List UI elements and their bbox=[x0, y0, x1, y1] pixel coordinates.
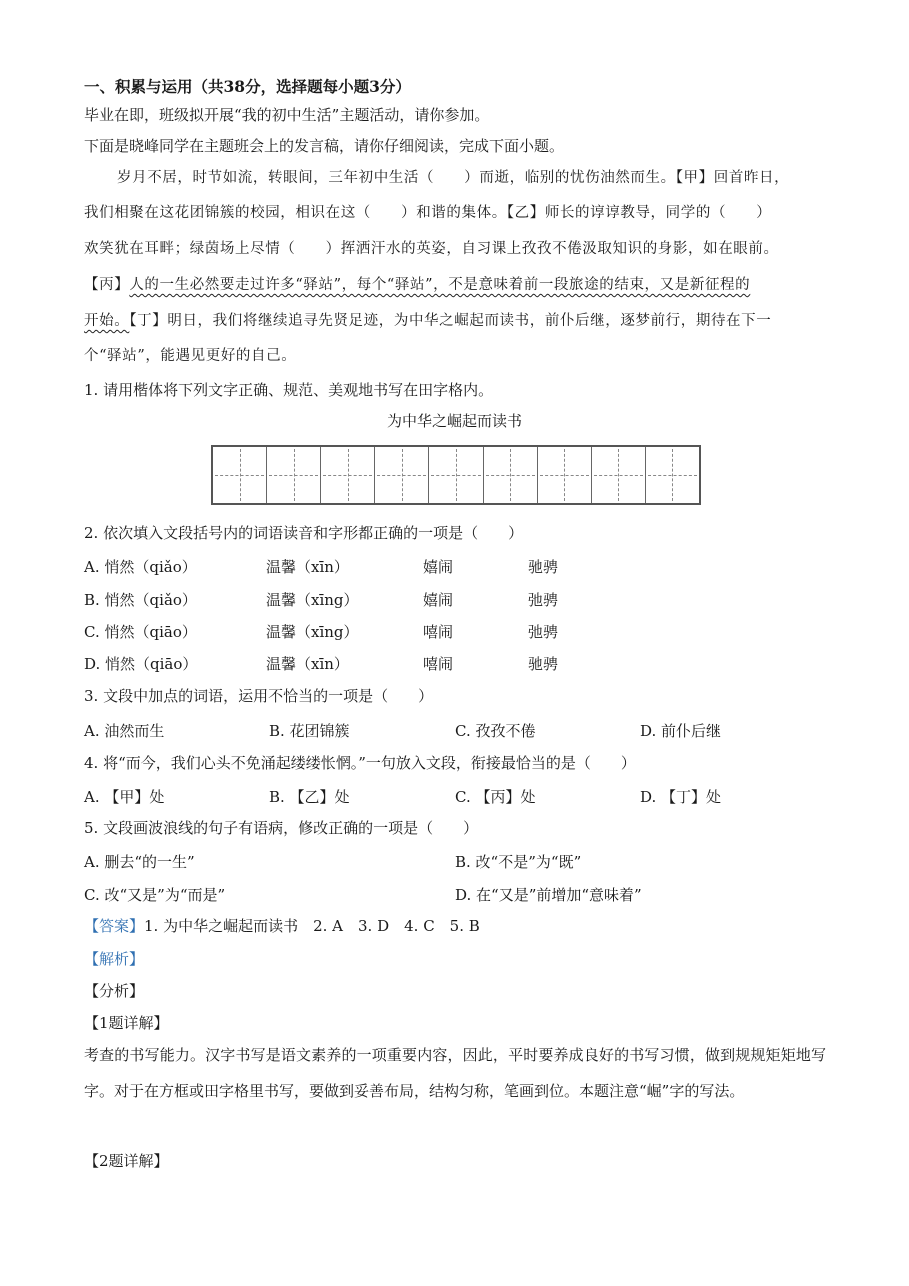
q2-option-d-2: 温馨（xīn） bbox=[266, 655, 349, 673]
q2-option-b-1: B. 悄然（qiǎo） bbox=[84, 591, 197, 609]
q2-stem: 2. 依次填入文段括号内的词语读音和字形都正确的一项是（ ） bbox=[84, 524, 524, 542]
q5-option-c: C. 改“又是”为“而是” bbox=[84, 886, 226, 904]
answer-text: 1. 为中华之崛起而读书 2. A 3. D 4. C 5. B bbox=[144, 917, 480, 935]
grid-cell[interactable] bbox=[537, 447, 591, 503]
passage-line-5 bbox=[84, 311, 771, 331]
marker-bing: 【丙】 bbox=[84, 277, 130, 293]
grid-cell[interactable] bbox=[591, 447, 645, 503]
q4-option-c: C. 【丙】处 bbox=[455, 788, 536, 806]
wavy-sentence-part-2: 开始。 bbox=[84, 313, 130, 329]
q4-option-a: A. 【甲】处 bbox=[84, 788, 165, 806]
q2-option-d-3: 嘻闹 bbox=[423, 655, 454, 673]
q2-option-b-3: 嬉闹 bbox=[423, 591, 454, 609]
q1-stem: 1. 请用楷体将下列文字正确、规范、美观地书写在田字格内。 bbox=[84, 381, 494, 399]
detail-1-label: 【1题详解】 bbox=[84, 1014, 169, 1032]
q2-option-b-2: 温馨（xīng） bbox=[266, 591, 359, 609]
q2-option-a-2: 温馨（xīn） bbox=[266, 558, 349, 576]
wavy-sentence-part-1: 人的一生必然要走过许多“驿站”，每个“驿站”，不是意味着前一段旅途的结束，又是新征程的 bbox=[129, 277, 751, 293]
q2-option-c-3: 嘻闹 bbox=[423, 623, 454, 641]
analysis-label: 【解析】 bbox=[84, 950, 145, 968]
passage-line-4 bbox=[84, 275, 750, 295]
grid-cell[interactable] bbox=[428, 447, 482, 503]
grid-cell[interactable] bbox=[213, 447, 266, 503]
q5-option-a: A. 删去“的一生” bbox=[84, 853, 195, 871]
passage-line-2: 我们相聚在这花团锦簇的校园，相识在这（ ）和谐的集体。【乙】师长的谆谆教导，同学的（ ） bbox=[84, 205, 772, 221]
intro-line-1: 毕业在即，班级拟开展“我的初中生活”主题活动，请你参加。 bbox=[84, 106, 490, 124]
q5-option-b: B. 改“不是”为“既” bbox=[455, 853, 582, 871]
q2-option-a-1: A. 悄然（qiǎo） bbox=[84, 558, 197, 576]
q2-option-c-4: 弛骋 bbox=[528, 623, 559, 641]
fenxi-label: 【分析】 bbox=[84, 982, 145, 1000]
q2-option-d-1: D. 悄然（qiāo） bbox=[84, 655, 198, 673]
detail-1-text: 考查的书写能力。汉字书写是语文素养的一项重要内容，因此，平时要养成良好的书写习惯，做到规规矩矩地写字。对于在方框或田字格里书写，要做到妥善布局，结构匀称，笔画到位。本题注意“崛”字的写法。 bbox=[84, 1046, 826, 1100]
q2-option-c-2: 温馨（xīng） bbox=[266, 623, 359, 641]
answer-label: 【答案】 bbox=[84, 917, 145, 935]
passage-line-6: 个“驿站”，能遇见更好的自己。 bbox=[84, 348, 297, 364]
q2-option-b-4: 弛骋 bbox=[528, 591, 559, 609]
q5-stem: 5. 文段画波浪线的句子有语病，修改正确的一项是（ ） bbox=[84, 819, 479, 837]
section-title: 一、积累与运用（共38分，选择题每小题3分） bbox=[84, 77, 411, 96]
q4-stem: 4. 将“而今，我们心头不免涌起缕缕怅惘。”一句放入文段，衔接最恰当的是（ ） bbox=[84, 754, 636, 772]
intro-line-2: 下面是晓峰同学在主题班会上的发言稿，请你仔细阅读，完成下面小题。 bbox=[84, 137, 565, 155]
grid-cell[interactable] bbox=[320, 447, 374, 503]
q2-option-a-4: 驰骋 bbox=[528, 558, 559, 576]
q4-option-d: D. 【丁】处 bbox=[640, 788, 722, 806]
q3-option-a: A. 油然而生 bbox=[84, 722, 165, 740]
grid-cell[interactable] bbox=[645, 447, 699, 503]
answer-line bbox=[84, 916, 480, 936]
detail-2-label: 【2题详解】 bbox=[84, 1152, 169, 1170]
q2-option-d-4: 驰骋 bbox=[528, 655, 559, 673]
q3-option-d: D. 前仆后继 bbox=[640, 722, 722, 740]
q2-option-c-1: C. 悄然（qiāo） bbox=[84, 623, 197, 641]
q2-option-a-3: 嬉闹 bbox=[423, 558, 454, 576]
q4-option-b: B. 【乙】处 bbox=[269, 788, 350, 806]
q5-option-d: D. 在“又是”前增加“意味着” bbox=[455, 886, 642, 904]
tianzige-grid[interactable] bbox=[211, 445, 701, 505]
passage-line-5-rest: 【丁】明日，我们将继续追寻先贤足迹，为中华之崛起而读书，前仆后继，逐梦前行，期待在下一 bbox=[129, 313, 772, 329]
passage-line-1: 岁月不居，时节如流，转眼间，三年初中生活（ ）而逝，临别的忧伤油然而生。【甲】回首昨日， bbox=[117, 170, 790, 186]
q1-sample-text: 为中华之崛起而读书 bbox=[386, 412, 522, 430]
passage-line-3: 欢笑犹在耳畔；绿茵场上尽情（ ）挥洒汗水的英姿，自习课上孜孜不倦汲取知识的身影，如在眼前。 bbox=[84, 241, 779, 257]
grid-cell[interactable] bbox=[266, 447, 320, 503]
q3-option-b: B. 花团锦簇 bbox=[269, 722, 350, 740]
q3-stem: 3. 文段中加点的词语，运用不恰当的一项是（ ） bbox=[84, 687, 434, 705]
q3-option-c: C. 孜孜不倦 bbox=[455, 722, 536, 740]
grid-cell[interactable] bbox=[483, 447, 537, 503]
grid-cell[interactable] bbox=[374, 447, 428, 503]
